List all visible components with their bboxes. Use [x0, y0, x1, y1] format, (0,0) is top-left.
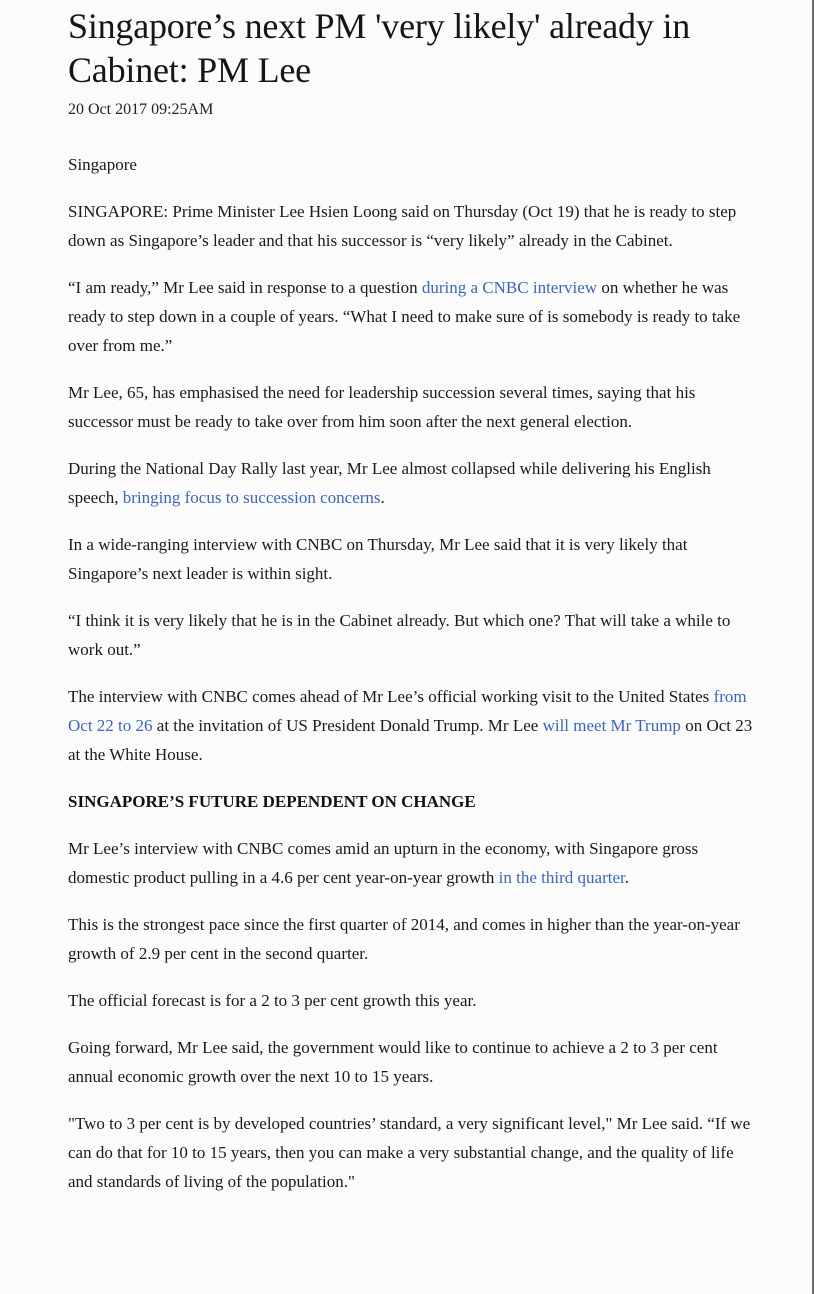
article-dateline: Singapore	[68, 155, 137, 174]
paragraph-8-text-a: Mr Lee’s interview with CNBC comes amid an upturn in the economy, with Singapore gross domestic product pulling in a 4.6 per cent year-on-year growth	[68, 839, 699, 887]
succession-concerns-link[interactable]: bringing focus to succession concerns	[122, 488, 381, 507]
paragraph-7-text-a: The interview with CNBC comes ahead of Mr Lee’s official working visit to the United States	[68, 687, 714, 706]
paragraph-11-text: Going forward, Mr Lee said, the government would like to continue to achieve a 2 to 3 per cent annual economic growth over the next 10 to 15 years.	[68, 1038, 718, 1086]
paragraph-5	[68, 530, 758, 588]
oct-22-to-26-link[interactable]: from Oct 22 to 26	[68, 687, 747, 735]
paragraph-10-text: The official forecast is for a 2 to 3 per cent growth this year.	[68, 991, 477, 1010]
paragraph-12	[68, 1109, 758, 1196]
paragraph-4-text-a: During the National Day Rally last year, Mr Lee almost collapsed while delivering his English speech,	[68, 459, 711, 507]
cnbc-interview-link[interactable]: during a CNBC interview	[421, 278, 598, 297]
paragraph-3-text: Mr Lee, 65, has emphasised the need for leadership succession several times, saying that his successor must be ready to take over from him soon after the next general election.	[68, 383, 696, 431]
paragraph-1	[68, 197, 758, 255]
paragraph-5-text: In a wide-ranging interview with CNBC on Thursday, Mr Lee said that it is very likely that Singapore’s next leader is within sight.	[68, 535, 688, 583]
article	[68, 0, 758, 1196]
paragraph-8	[68, 834, 758, 892]
paragraph-7-text-b: at the invitation of US President Donald Trump. Mr Lee	[152, 716, 543, 735]
meet-mr-trump-link[interactable]: will meet Mr Trump	[542, 716, 681, 735]
paragraph-4	[68, 454, 758, 512]
third-quarter-link[interactable]: in the third quarter	[498, 868, 625, 887]
paragraph-3	[68, 378, 758, 436]
paragraph-6-text: “I think it is very likely that he is in the Cabinet already. But which one? That will take a while to work out.”	[68, 611, 731, 659]
paragraph-4-text-b: .	[380, 488, 385, 507]
paragraph-2-text-b: on whether he was ready to step down in a couple of years. “What I need to make sure of is somebody is ready to take over from me.”	[68, 278, 741, 355]
paragraph-10	[68, 986, 758, 1015]
paragraph-2-text-a: “I am ready,” Mr Lee said in response to a question	[68, 278, 422, 297]
paragraph-7-text-c: on Oct 23 at the White House.	[68, 716, 753, 764]
paragraph-6	[68, 606, 758, 664]
article-title: Singapore’s next PM 'very likely' already in Cabinet: PM Lee	[68, 6, 691, 90]
paragraph-2	[68, 273, 758, 360]
paragraph-9	[68, 910, 758, 968]
paragraph-7	[68, 682, 758, 769]
paragraph-12-text: "Two to 3 per cent is by developed countries’ standard, a very significant level," Mr Lee said. “If we can do that for 10 to 15 years, then you can make a very substantial change, and the quality of life and standards of living of the population."	[68, 1114, 751, 1191]
paragraph-1-text: SINGAPORE: Prime Minister Lee Hsien Loong said on Thursday (Oct 19) that he is ready to step down as Singapore’s leader and that his successor is “very likely” already in the Cabinet.	[68, 202, 737, 250]
paragraph-9-text: This is the strongest pace since the first quarter of 2014, and comes in higher than the year-on-year growth of 2.9 per cent in the second quarter.	[68, 915, 740, 963]
paragraph-8-text-b: .	[624, 868, 629, 887]
article-date: 20 Oct 2017 09:25AM	[68, 101, 214, 118]
paragraph-11	[68, 1033, 758, 1091]
section-subheading: SINGAPORE’S FUTURE DEPENDENT ON CHANGE	[68, 792, 476, 811]
